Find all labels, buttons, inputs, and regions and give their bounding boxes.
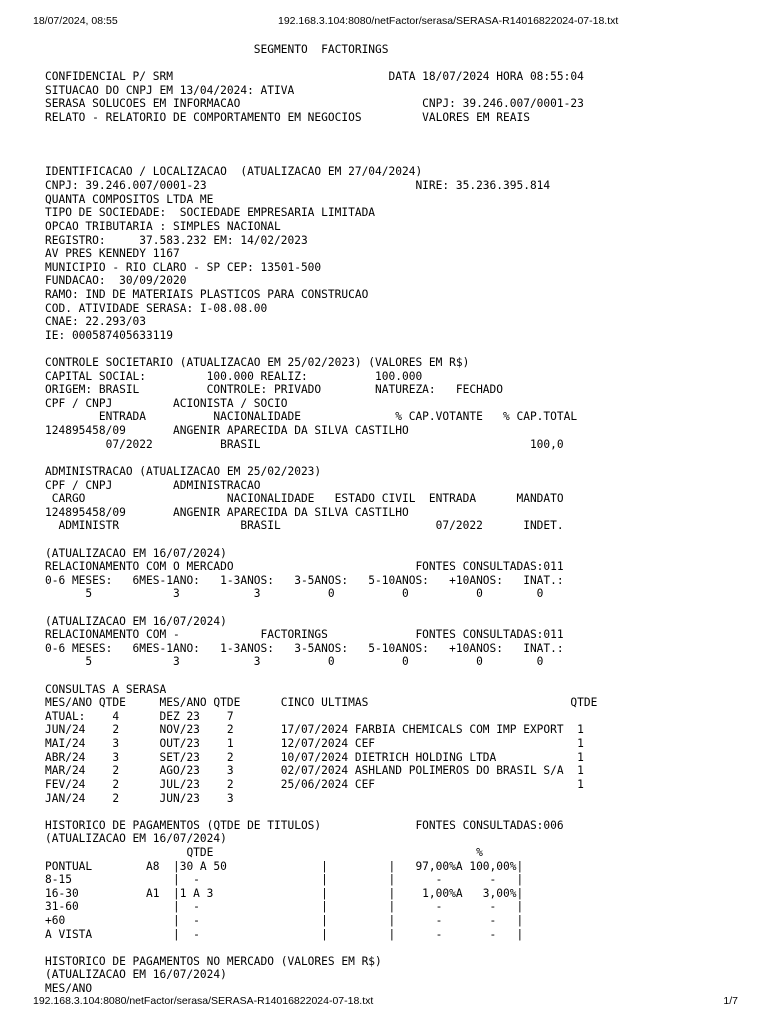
print-datetime: 18/07/2024, 08:55 <box>33 15 118 27</box>
report-line: CPF / CNPJ ACIONISTA / SOCIO <box>45 396 288 410</box>
report-line: CNAE: 22.293/03 <box>45 315 147 329</box>
report-line: TIPO DE SOCIEDADE: SOCIEDADE EMPRESARIA LIMITADA <box>45 206 376 220</box>
report-line: CONSULTAS A SERASA <box>45 682 167 696</box>
report-line: COD. ATIVIDADE SERASA: I-08.08.00 <box>45 301 268 315</box>
report-line: CONFIDENCIAL P/ SRM DATA 18/07/2024 HORA 08:55:04 <box>45 70 584 84</box>
report-line: REGISTRO: 37.583.232 EM: 14/02/2023 <box>45 233 308 247</box>
report-line: HISTORICO DE PAGAMENTOS NO MERCADO (VALORES EM R$) <box>45 954 382 968</box>
report-line: ORIGEM: BRASIL CONTROLE: PRIVADO NATUREZA: FECHADO <box>45 383 504 397</box>
report-line: (ATUALIZACAO EM 16/07/2024) <box>45 546 227 560</box>
report-line: CONTROLE SOCIETARIO (ATUALIZACAO EM 25/02/2023) (VALORES EM R$) <box>45 356 470 370</box>
report-line: RELACIONAMENTO COM - FACTORINGS FONTES CONSULTADAS:011 <box>45 628 564 642</box>
report-line <box>45 941 745 955</box>
report-line: PONTUAL A8 |30 A 50 | | 97,00%A 100,00%| <box>45 859 524 873</box>
report-line: MAR/24 2 AGO/23 3 02/07/2024 ASHLAND POLIMEROS DO BRASIL S/A 1 <box>45 764 584 778</box>
report-line: JUN/24 2 NOV/23 2 17/07/2024 FARBIA CHEMICALS COM IMP EXPORT 1 <box>45 723 584 737</box>
report-line: (ATUALIZACAO EM 16/07/2024) <box>45 614 227 628</box>
report-line: 0-6 MESES: 6MES-1ANO: 1-3ANOS: 3-5ANOS: 5-10ANOS: +10ANOS: INAT.: <box>45 641 564 655</box>
report-line: IDENTIFICACAO / LOCALIZACAO (ATUALIZACAO EM 27/04/2024) <box>45 165 423 179</box>
report-line: ABR/24 3 SET/23 2 10/07/2024 DIETRICH HOLDING LTDA 1 <box>45 750 584 764</box>
report-line: 5 3 3 0 0 0 0 <box>45 655 544 669</box>
report-line <box>45 533 745 547</box>
report-line: CARGO NACIONALIDADE ESTADO CIVIL ENTRADA MANDATO <box>45 492 564 506</box>
report-line <box>45 125 745 139</box>
report-line: HISTORICO DE PAGAMENTOS (QTDE DE TITULOS) FONTES CONSULTADAS:006 <box>45 818 564 832</box>
report-line <box>45 451 745 465</box>
report-line: AV PRES KENNEDY 1167 <box>45 247 180 261</box>
report-line: A VISTA | - | | - - | <box>45 927 524 941</box>
report-line <box>45 601 745 615</box>
report-line: CPF / CNPJ ADMINISTRACAO <box>45 478 261 492</box>
report-line: 31-60 | - | | - - | <box>45 900 524 914</box>
report-line: (ATUALIZACAO EM 16/07/2024) <box>45 832 227 846</box>
report-line: MUNICIPIO - RIO CLARO - SP CEP: 13501-500 <box>45 260 322 274</box>
print-url-footer: 192.168.3.104:8080/netFactor/serasa/SERASA-R14016822024-07-18.txt <box>33 995 374 1007</box>
report-line: FEV/24 2 JUL/23 2 25/06/2024 CEF 1 <box>45 777 584 791</box>
report-line <box>45 342 745 356</box>
report-line: 124895458/09 ANGENIR APARECIDA DA SILVA CASTILHO <box>45 505 409 519</box>
report-line: MES/ANO QTDE MES/ANO QTDE CINCO ULTIMAS QTDE <box>45 696 598 710</box>
report-line: ADMINISTR BRASIL 07/2022 INDET. <box>45 519 564 533</box>
report-line: 16-30 A1 |1 A 3 | | 1,00%A 3,00%| <box>45 886 524 900</box>
report-line: 8-15 | - | | - - | <box>45 873 524 887</box>
report-line: SERASA SOLUCOES EM INFORMACAO CNPJ: 39.246.007/0001-23 <box>45 97 584 111</box>
report-line <box>45 805 745 819</box>
report-line: 0-6 MESES: 6MES-1ANO: 1-3ANOS: 3-5ANOS: 5-10ANOS: +10ANOS: INAT.: <box>45 573 564 587</box>
report-line <box>45 669 745 683</box>
report-line: MES/ANO <box>45 982 93 993</box>
report-line: SEGMENTO FACTORINGS <box>45 43 389 56</box>
report-line <box>45 57 745 71</box>
report-line: CNPJ: 39.246.007/0001-23 NIRE: 35.236.395.814 <box>45 179 551 193</box>
report-line: 07/2022 BRASIL 100,0 <box>45 437 564 451</box>
report-line: OPCAO TRIBUTARIA : SIMPLES NACIONAL <box>45 219 281 233</box>
report-line: SITUACAO DO CNPJ EM 13/04/2024: ATIVA <box>45 83 295 97</box>
report-line <box>45 152 745 166</box>
report-line: +60 | - | | - - | <box>45 914 524 927</box>
report-line: JAN/24 2 JUN/23 3 <box>45 791 234 805</box>
report-line: ADMINISTRACAO (ATUALIZACAO EM 25/02/2023) <box>45 464 322 478</box>
report-line: IE: 000587405633119 <box>45 328 173 342</box>
print-url-header: 192.168.3.104:8080/netFactor/serasa/SERASA-R14016822024-07-18.txt <box>278 15 619 27</box>
report-line: RAMO: IND DE MATERIAIS PLASTICOS PARA CONSTRUCAO <box>45 287 369 301</box>
report-line: ENTRADA NACIONALIDADE % CAP.VOTANTE % CAP.TOTAL <box>45 410 578 424</box>
page-number: 1/7 <box>723 995 738 1007</box>
report-line: MAI/24 3 OUT/23 1 12/07/2024 CEF 1 <box>45 737 584 751</box>
report-line: 124895458/09 ANGENIR APARECIDA DA SILVA CASTILHO <box>45 424 409 438</box>
report-line <box>45 138 745 152</box>
report-line: FUNDACAO: 30/09/2020 <box>45 274 187 288</box>
report-line: RELACIONAMENTO COM O MERCADO FONTES CONSULTADAS:011 <box>45 560 564 574</box>
report-line: RELATO - RELATORIO DE COMPORTAMENTO EM NEGOCIOS VALORES EM REAIS <box>45 111 530 125</box>
report-line: CAPITAL SOCIAL: 100.000 REALIZ: 100.000 <box>45 369 423 383</box>
report-line: QTDE % <box>45 845 483 859</box>
report-line: ATUAL: 4 DEZ 23 7 <box>45 709 234 723</box>
report-line: QUANTA COMPOSITOS LTDA ME <box>45 192 214 206</box>
report-line: 5 3 3 0 0 0 0 <box>45 587 544 601</box>
report-line: (ATUALIZACAO EM 16/07/2024) <box>45 968 227 982</box>
report-text <box>45 43 745 993</box>
